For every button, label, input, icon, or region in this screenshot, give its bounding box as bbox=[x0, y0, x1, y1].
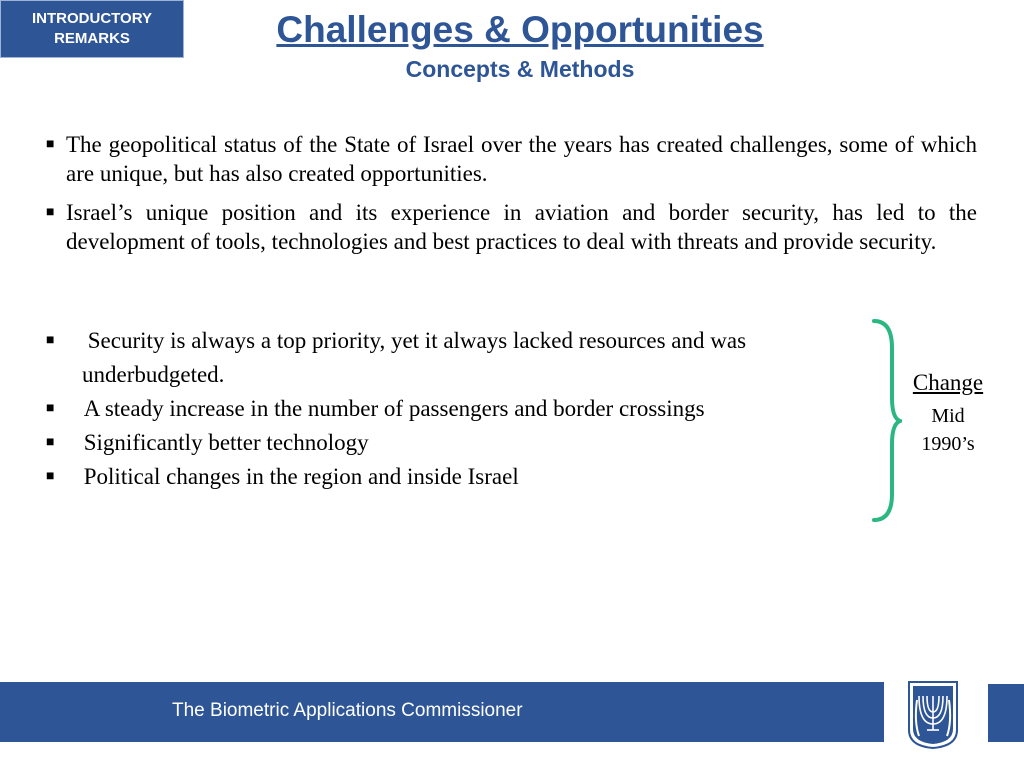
change-point-2 bbox=[46, 392, 705, 426]
intro-point-1 bbox=[46, 130, 977, 188]
square-bullet-icon: ■ bbox=[46, 469, 55, 484]
change-point-1 bbox=[46, 324, 746, 358]
square-bullet-icon: ■ bbox=[46, 401, 55, 416]
square-bullet-icon: ■ bbox=[46, 137, 55, 152]
slide-title: Challenges & Opportunities bbox=[276, 9, 764, 50]
right-curly-brace bbox=[870, 318, 902, 524]
square-bullet-icon: ■ bbox=[46, 205, 55, 220]
change-point-1-line1: Security is always a top priority, yet it always lacked resources and was bbox=[87, 328, 747, 353]
intro-point-2-text: Israel’s unique position and its experience in aviation and border security, has led to the development of tools, technologies and best practices to deal with threats and provide security. bbox=[66, 200, 977, 254]
footer-corner-block bbox=[988, 684, 1024, 742]
change-point-4 bbox=[46, 460, 519, 494]
intro-point-2 bbox=[46, 198, 977, 256]
intro-point-1-text: The geopolitical status of the State of Israel over the years has created challenges, some of which are unique, but has also created opportunities. bbox=[66, 132, 977, 186]
change-point-4-text: Political changes in the region and inside Israel bbox=[83, 464, 519, 489]
square-bullet-icon: ■ bbox=[46, 333, 55, 348]
section-tag-line2: REMARKS bbox=[54, 30, 130, 47]
slide-subtitle: Concepts & Methods bbox=[405, 56, 635, 82]
change-label: Change bbox=[912, 370, 984, 395]
change-period-line2: 1990’s bbox=[921, 433, 975, 455]
footer-bar bbox=[0, 682, 884, 742]
change-period-line1: Mid bbox=[931, 405, 965, 427]
section-tag-line1: INTRODUCTORY bbox=[32, 10, 152, 27]
change-point-1-line2: underbudgeted. bbox=[82, 362, 225, 387]
change-point-3-text: Significantly better technology bbox=[83, 430, 369, 455]
change-point-1-continued bbox=[82, 358, 224, 392]
change-period bbox=[900, 402, 996, 458]
change-point-2-text: A steady increase in the number of passengers and border crossings bbox=[83, 396, 705, 421]
square-bullet-icon: ■ bbox=[46, 435, 55, 450]
section-tag bbox=[0, 0, 184, 58]
state-emblem-icon bbox=[905, 678, 961, 750]
footer-text: The Biometric Applications Commissioner bbox=[172, 700, 523, 721]
change-point-3 bbox=[46, 426, 369, 460]
